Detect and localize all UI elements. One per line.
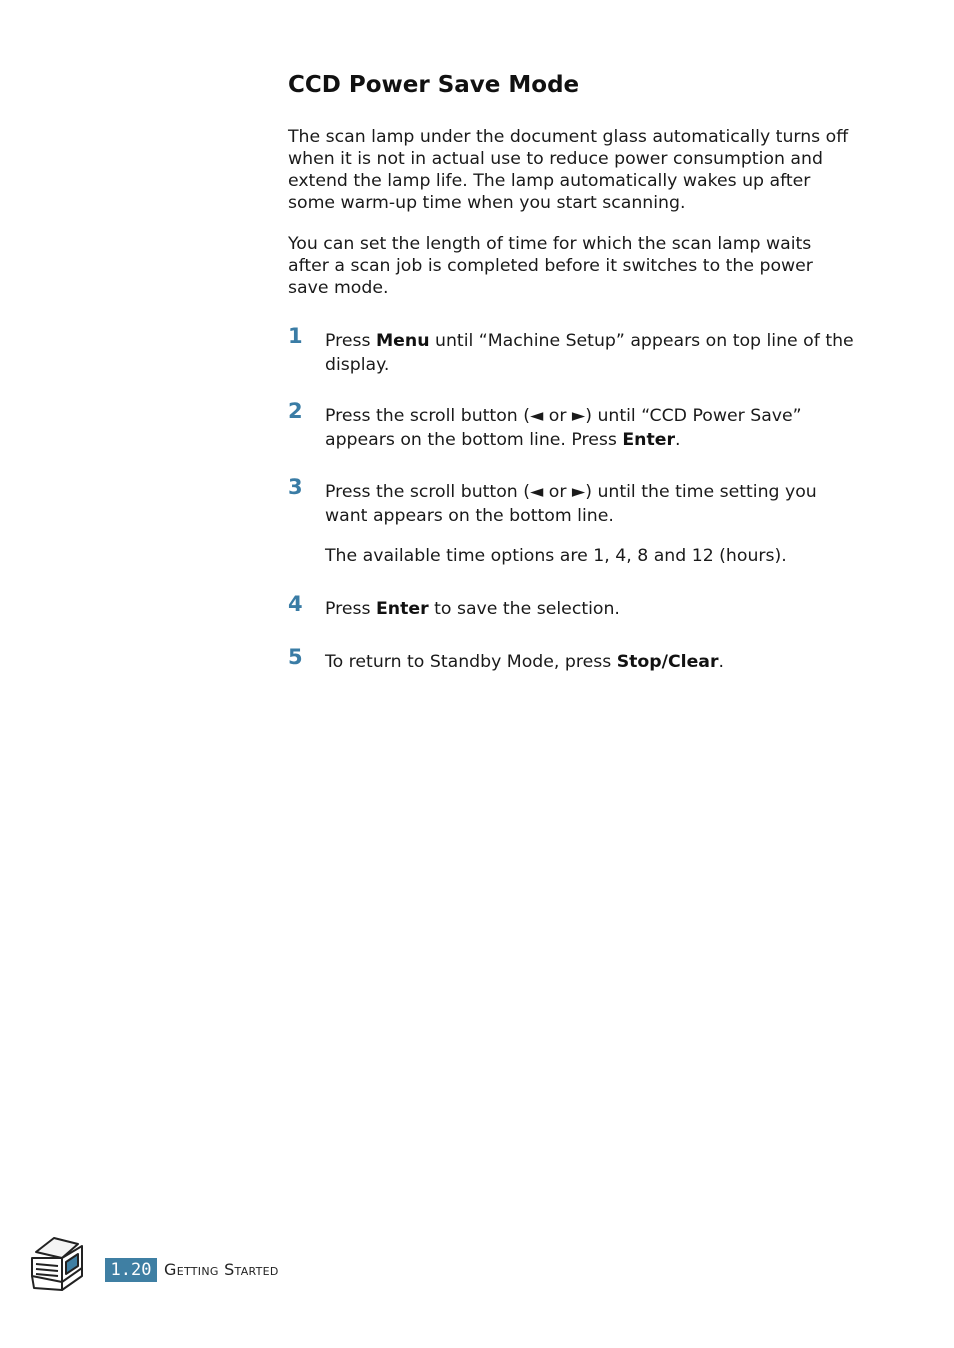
section-name: Getting Started: [164, 1260, 279, 1279]
step-text: Press the scroll button (◄ or ►) until the time setting you want appears on the bottom line.: [325, 482, 817, 526]
step-4: [288, 592, 858, 621]
step-1: [288, 324, 858, 377]
step-3: [288, 475, 858, 568]
step-5: [288, 645, 858, 674]
section-heading: CCD Power Save Mode: [288, 72, 580, 98]
page-footer: [28, 1232, 428, 1292]
intro-paragraph-2: You can set the length of time for which the scan lamp waits after a scan job is completed before it switches to the power save mode.: [288, 234, 813, 298]
key-name: Enter: [375, 599, 429, 619]
step-text: Press Menu until “Machine Setup” appears on top line of the display.: [325, 331, 854, 375]
page-number-badge: 1.20: [105, 1258, 157, 1282]
printer-icon: [28, 1232, 86, 1292]
step-number: 3: [288, 475, 303, 499]
key-name: Enter: [622, 430, 675, 450]
step-number: 5: [288, 645, 303, 669]
key-name: Menu: [375, 331, 430, 351]
page-content: [288, 72, 858, 672]
step-2: [288, 399, 858, 452]
key-name: Stop/Clear: [616, 652, 719, 672]
step-text: Press Enter to save the selection.: [325, 599, 620, 619]
step-number: 4: [288, 592, 303, 616]
step-text: Press the scroll button (◄ or ►) until “CCD Power Save” appears on the bottom line. Press Enter.: [325, 406, 802, 450]
step-number: 1: [288, 324, 303, 348]
step-text: To return to Standby Mode, press Stop/Clear.: [325, 652, 724, 672]
step-number: 2: [288, 399, 303, 423]
step-note: The available time options are 1, 4, 8 and 12 (hours).: [325, 546, 787, 566]
intro-paragraph-1: The scan lamp under the document glass automatically turns off when it is not in actual use to reduce power consumption and extend the lamp life. The lamp automatically wakes up after some warm-up time when you start scanning.: [288, 127, 849, 213]
